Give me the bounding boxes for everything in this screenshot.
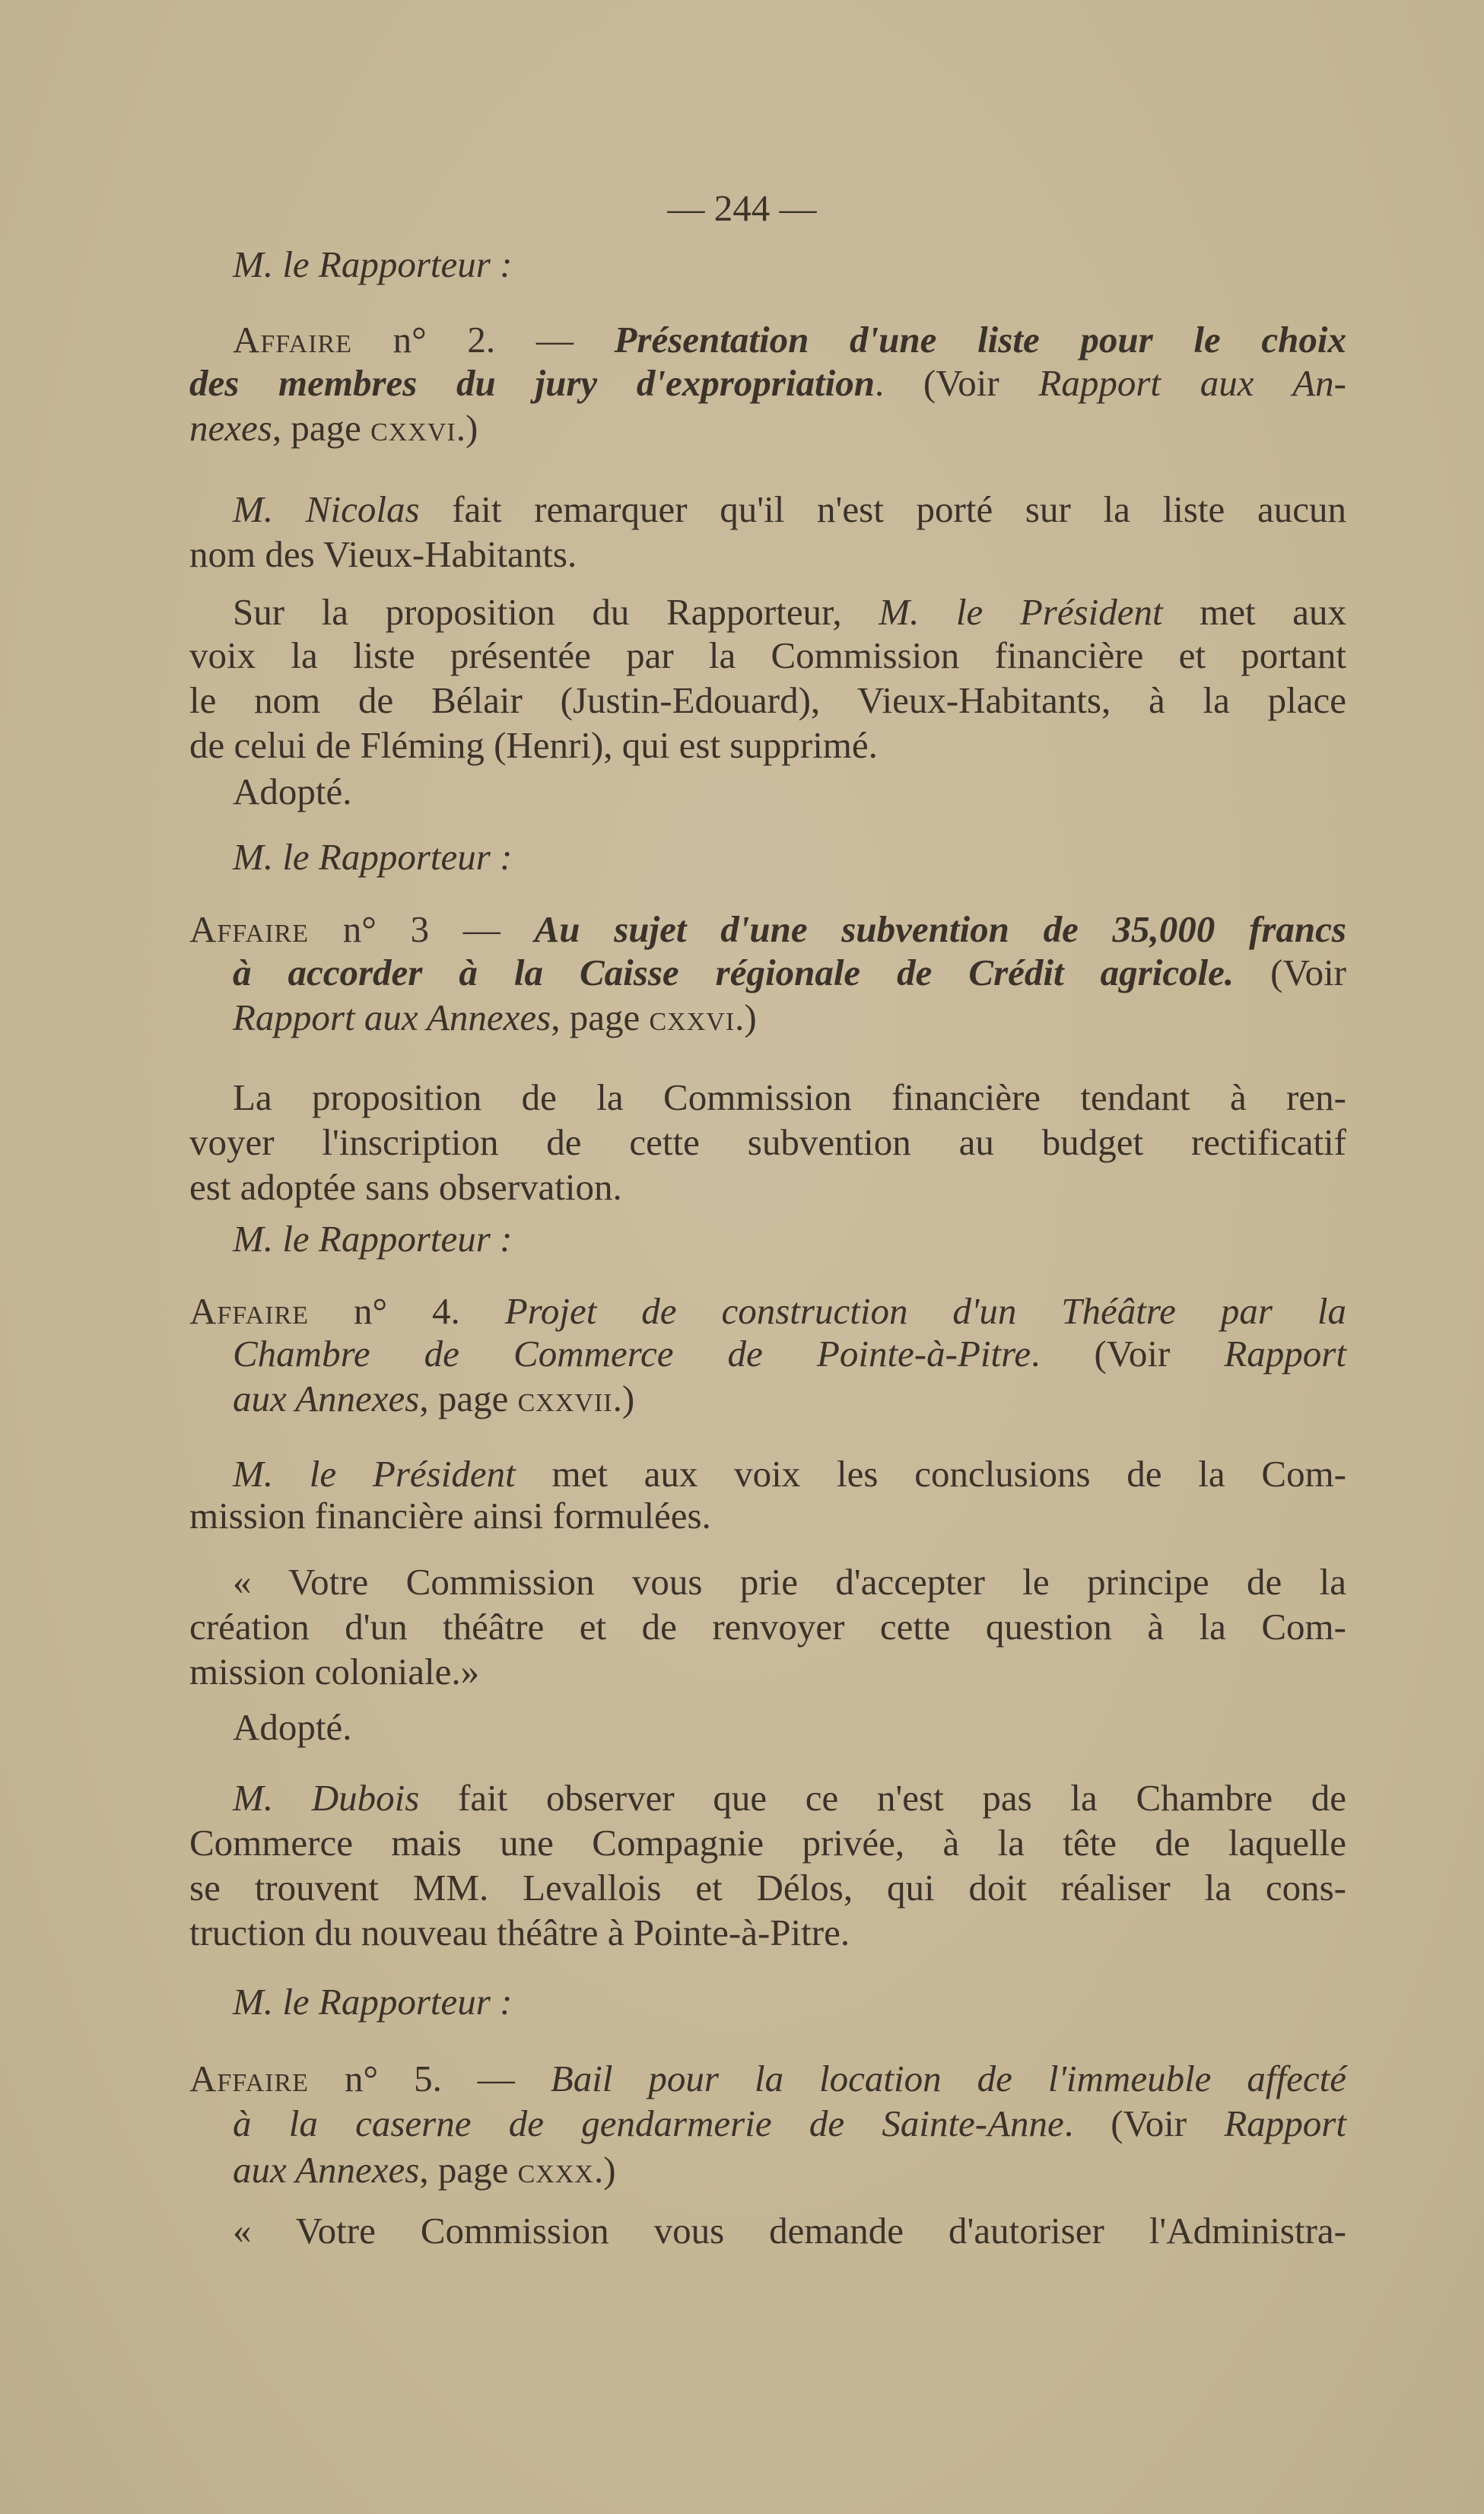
text-segment: de celui de Fléming (Henri), qui est supprimé. (189, 724, 878, 766)
text-segment: Sur la proposition du Rapporteur, (233, 591, 879, 633)
text-segment: n° 4. (309, 1290, 505, 1332)
text-segment: Bail pour la location de l'immeuble affecté (550, 2058, 1346, 2099)
text-segment: Au sujet d'une subvention de 35,000 francs (534, 908, 1346, 950)
text-segment: Affaire (189, 1290, 310, 1332)
text-line (189, 1290, 1346, 1333)
text-line (189, 2058, 1346, 2100)
text-segment: M. le Rapporteur : (233, 1218, 513, 1260)
text-segment: Commerce mais une Compagnie privée, à la tête de laquelle (189, 1822, 1346, 1864)
text-line (233, 2102, 1346, 2145)
text-segment: met aux (1162, 591, 1346, 633)
text-segment: nexes (189, 407, 272, 449)
text-line (189, 362, 1346, 405)
text-segment: à la caserne de gendarmerie de Sainte-Anne (233, 2102, 1064, 2144)
text-segment: .) (593, 2149, 616, 2191)
text-segment: Chambre de Commerce de Pointe-à-Pitre (233, 1333, 1031, 1375)
text-line (233, 1333, 1346, 1375)
text-segment: M. Dubois (233, 1777, 420, 1819)
text-segment: , page (419, 1378, 518, 1419)
text-segment: met aux voix les conclusions de la Com- (515, 1453, 1347, 1495)
text-line (233, 1378, 1346, 1420)
text-segment: n° 5. — (309, 2058, 551, 2099)
text-line (233, 2149, 1346, 2191)
text-line (233, 591, 1346, 634)
text-segment: des membres du jury d'expropriation (189, 362, 875, 404)
text-segment: . (Voir (1063, 2102, 1225, 2144)
text-segment: Adopté. (233, 771, 352, 812)
text-line (189, 634, 1346, 677)
text-line (233, 488, 1346, 531)
text-line (189, 679, 1346, 722)
text-segment: fait remarquer qu'il n'est porté sur la liste aucun (419, 488, 1346, 530)
text-segment: voyer l'inscription de cette subvention au budget rectificatif (189, 1121, 1346, 1163)
text-segment: . (Voir (874, 362, 1039, 404)
text-segment: « Votre Commission vous prie d'accepter le principe de la (233, 1561, 1346, 1603)
text-segment: , page (551, 996, 650, 1038)
text-segment: cxxvii (517, 1378, 613, 1419)
text-line (189, 1822, 1346, 1864)
text-segment: M. le Rapporteur : (233, 836, 513, 878)
text-segment: Affaire (233, 319, 353, 361)
text-segment: aux Annexes (233, 2149, 420, 2191)
text-line (233, 1706, 1346, 1749)
text-line (233, 1218, 1346, 1260)
text-segment: , page (272, 407, 371, 449)
text-segment: .) (456, 407, 478, 449)
text-line (233, 952, 1346, 994)
text-segment: M. le Président (879, 591, 1163, 633)
text-line (189, 724, 1346, 767)
text-segment: cxxvi (370, 407, 456, 449)
text-segment: aux Annexes (233, 1378, 420, 1419)
text-segment: M. Nicolas (233, 488, 420, 530)
text-line (189, 1651, 1346, 1693)
page-number: — 244 — (667, 187, 817, 229)
text-line (189, 1121, 1346, 1164)
text-segment: mission financière ainsi formulées. (189, 1495, 711, 1537)
text-segment: (Voir (1234, 952, 1346, 993)
text-line (233, 836, 1346, 879)
text-segment: .) (612, 1378, 635, 1419)
text-line (233, 1981, 1346, 2023)
text-segment: Projet de construction d'un Théâtre par la (504, 1290, 1346, 1332)
text-segment: à accorder à la Caisse régionale de Crédit agricole. (233, 952, 1235, 993)
text-line (233, 1561, 1346, 1603)
text-segment: M. le Rapporteur : (233, 243, 513, 285)
text-segment: Affaire (189, 2058, 310, 2099)
text-line (189, 533, 1346, 576)
text-segment: Rapport aux An- (1038, 362, 1346, 404)
text-line (233, 319, 1346, 361)
text-line (189, 407, 1346, 450)
text-segment: Rapport aux Annexes (233, 996, 551, 1038)
text-segment: Rapport (1224, 2102, 1346, 2144)
text-line (189, 1912, 1346, 1954)
text-line (189, 908, 1346, 951)
text-segment: se trouvent MM. Levallois et Délos, qui doit réaliser la cons- (189, 1867, 1346, 1909)
text-segment: le nom de Bélair (Justin-Edouard), Vieux-Habitants, à la place (189, 679, 1346, 721)
text-segment: M. le Président (233, 1453, 516, 1495)
text-line (233, 1076, 1346, 1119)
text-segment: création d'un théâtre et de renvoyer cette question à la Com- (189, 1606, 1346, 1648)
text-segment: cxxvi (649, 996, 736, 1038)
text-segment: M. le Rapporteur : (233, 1981, 513, 2023)
text-segment: fait observer que ce n'est pas la Chambre de (419, 1777, 1346, 1819)
text-line (233, 1453, 1346, 1495)
text-segment: cxxx (517, 2149, 594, 2191)
text-line (189, 1166, 1346, 1209)
text-segment: mission coloniale.» (189, 1651, 480, 1692)
text-segment: . (Voir (1031, 1333, 1225, 1375)
text-segment: voix la liste présentée par la Commission financière et portant (189, 634, 1346, 676)
text-line (233, 771, 1346, 813)
text-segment: est adoptée sans observation. (189, 1166, 622, 1208)
text-segment: nom des Vieux-Habitants. (189, 533, 577, 575)
text-segment: .) (735, 996, 757, 1038)
text-segment: n° 2. — (352, 319, 615, 361)
text-line (189, 1867, 1346, 1909)
text-line (189, 1606, 1346, 1648)
text-segment: La proposition de la Commission financière tendant à ren- (233, 1076, 1346, 1118)
text-line (233, 1777, 1346, 1820)
text-segment: Présentation d'une liste pour le choix (614, 319, 1346, 361)
text-line (233, 2210, 1346, 2252)
text-segment: Adopté. (233, 1706, 352, 1748)
text-line (189, 1495, 1346, 1537)
text-segment: Affaire (189, 908, 310, 950)
text-segment: Rapport (1224, 1333, 1346, 1375)
text-segment: « Votre Commission vous demande d'autoriser l'Administra- (233, 2210, 1346, 2252)
text-line (233, 243, 1346, 286)
text-segment: n° 3 — (309, 908, 535, 950)
text-line (233, 996, 1346, 1039)
text-segment: truction du nouveau théâtre à Pointe-à-Pitre. (189, 1912, 850, 1953)
text-segment: , page (419, 2149, 518, 2191)
